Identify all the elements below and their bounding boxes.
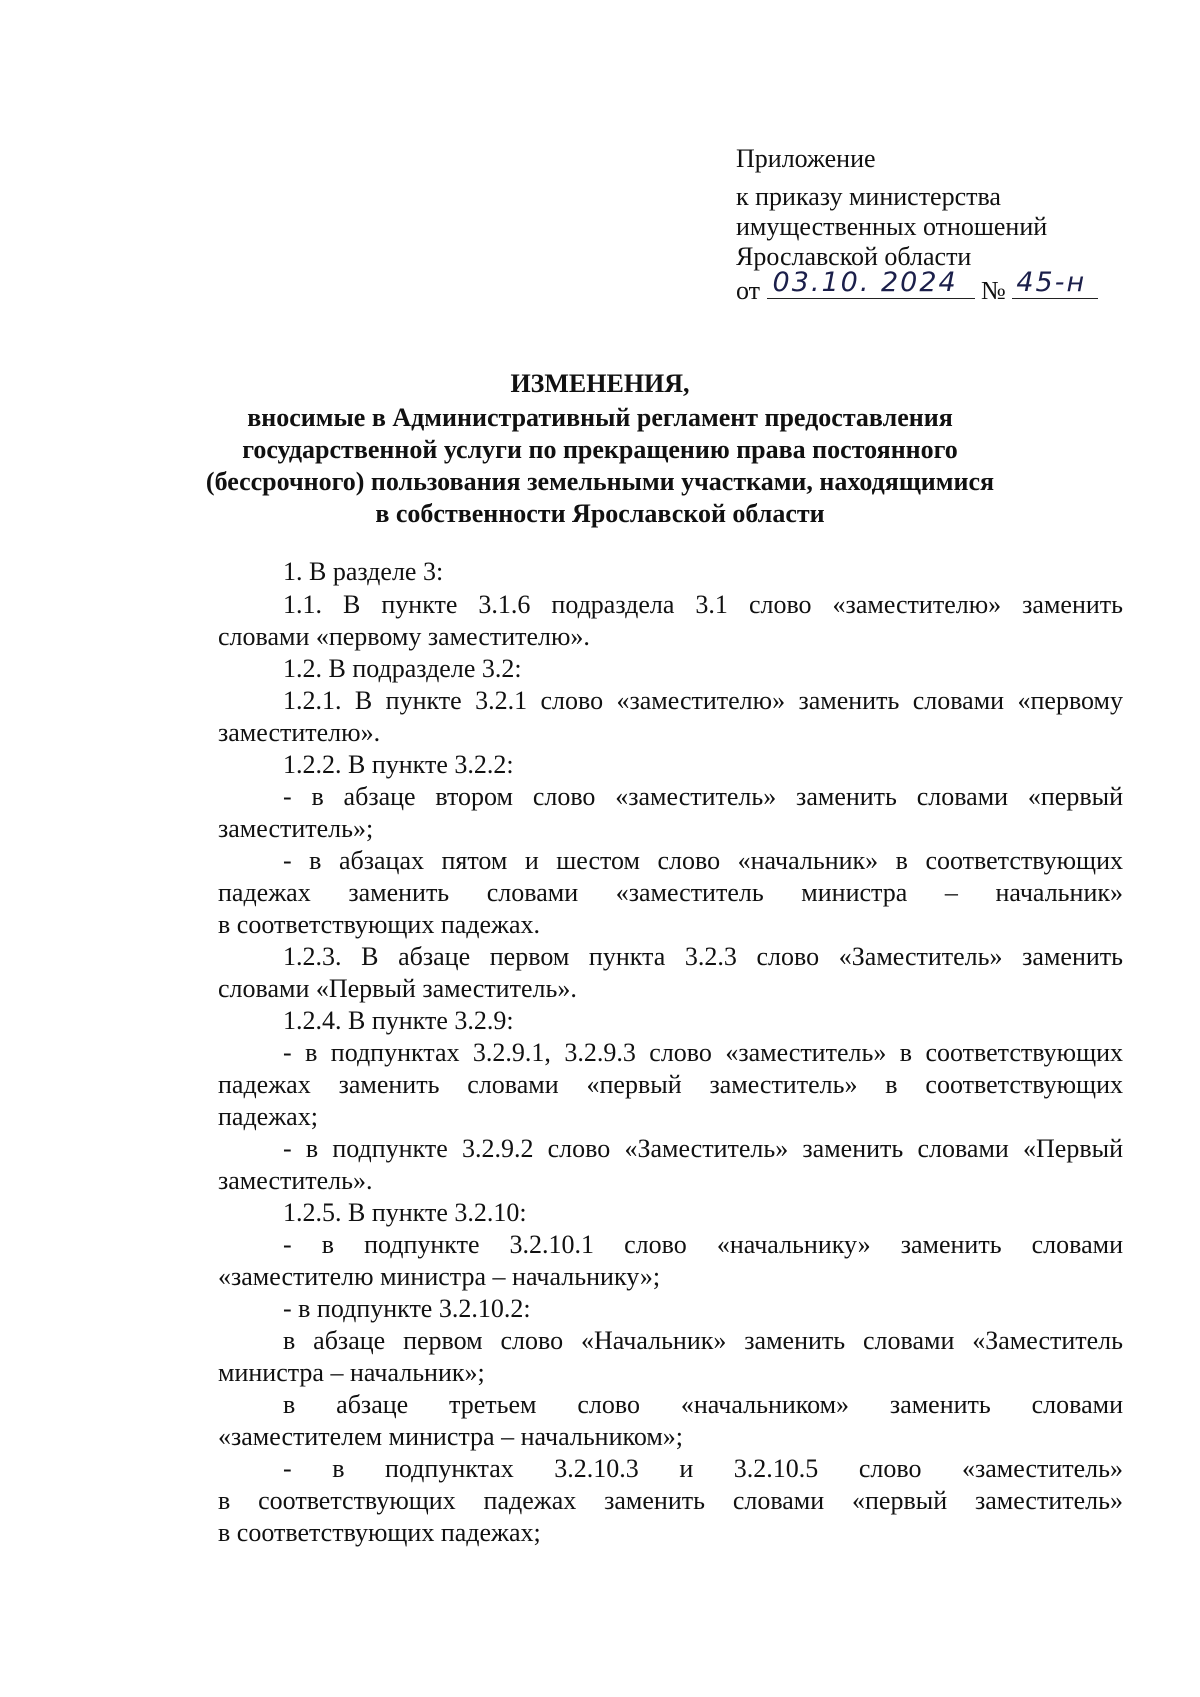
item-1-2-5-c-cont2: в соответствующих падежах; (218, 1518, 541, 1547)
item-1-2-4-b-cont: заместитель». (218, 1166, 373, 1195)
item-1-2-2-b-cont: падежах заменить словами «заместитель министра – начальник» (218, 878, 1123, 907)
item-1-2-5-b: - в подпункте 3.2.10.2: (283, 1294, 531, 1323)
doc-subtitle-line-4: в собственности Ярославской области (375, 499, 825, 528)
ministry-line: имущественных отношений (736, 212, 1048, 241)
date-number-line (736, 267, 1098, 306)
item-1-1: 1.1. В пункте 3.1.6 подраздела 3.1 слово «заместителю» заменить (283, 590, 1123, 619)
item-1-2-2-b: - в абзацах пятом и шестом слово «начальник» в соответствующих (283, 846, 1123, 875)
item-1-1-cont: словами «первому заместителю». (218, 622, 590, 651)
doc-subtitle-line-2: государственной услуги по прекращению права постоянного (242, 435, 958, 464)
item-1-2-2-b-cont2: в соответствующих падежах. (218, 910, 541, 939)
appendix-label: Приложение (736, 144, 876, 173)
date-prefix: от (736, 276, 761, 305)
item-1-2-4-b: - в подпункте 3.2.9.2 слово «Заместитель» заменить словами «Первый (283, 1134, 1123, 1163)
number-field (1012, 267, 1098, 299)
item-1-2-2-a: - в абзаце втором слово «заместитель» заменить словами «первый (283, 782, 1123, 811)
doc-subtitle-line-1: вносимые в Административный регламент предоставления (247, 403, 953, 432)
item-1-2-5-a: - в подпункте 3.2.10.1 слово «начальнику» заменить словами (283, 1230, 1123, 1259)
order-ref-line: к приказу министерства (736, 182, 1001, 211)
date-field (767, 267, 975, 299)
item-1-2-5: 1.2.5. В пункте 3.2.10: (283, 1198, 527, 1227)
item-1-2: 1.2. В подразделе 3.2: (283, 654, 522, 683)
item-1-2-4-a: - в подпунктах 3.2.9.1, 3.2.9.3 слово «заместитель» в соответствующих (283, 1038, 1123, 1067)
region-line: Ярославской области (736, 242, 972, 271)
date-handwritten: 03.10. 2024 (772, 267, 958, 298)
number-prefix: № (981, 276, 1006, 305)
item-1-2-5-a-cont: «заместителю министра – начальнику»; (218, 1262, 661, 1291)
item-1-2-5-b-1: в абзаце первом слово «Начальник» заменить словами «Заместитель (283, 1326, 1123, 1355)
item-1-2-3: 1.2.3. В абзаце первом пункта 3.2.3 слово «Заместитель» заменить (283, 942, 1123, 971)
item-1-2-2: 1.2.2. В пункте 3.2.2: (283, 750, 514, 779)
doc-heading: ИЗМЕНЕНИЯ, (510, 369, 690, 398)
item-1-2-5-b-1-cont: министра – начальник»; (218, 1358, 485, 1387)
item-1-2-2-a-cont: заместитель»; (218, 814, 374, 843)
item-1-2-4: 1.2.4. В пункте 3.2.9: (283, 1006, 514, 1035)
item-1-2-4-a-cont: падежах заменить словами «первый заместитель» в соответствующих (218, 1070, 1123, 1099)
number-handwritten: 45-н (1016, 267, 1087, 298)
item-1-2-1: 1.2.1. В пункте 3.2.1 слово «заместителю» заменить словами «первому (283, 686, 1123, 715)
item-1-2-3-cont: словами «Первый заместитель». (218, 974, 577, 1003)
item-1: 1. В разделе 3: (283, 557, 444, 586)
item-1-2-1-cont: заместителю». (218, 718, 381, 747)
item-1-2-5-c-cont: в соответствующих падежах заменить словами «первый заместитель» (218, 1486, 1123, 1515)
item-1-2-5-c: - в подпунктах 3.2.10.3 и 3.2.10.5 слово «заместитель» (283, 1454, 1123, 1483)
item-1-2-5-b-2-cont: «заместителем министра – начальником»; (218, 1422, 684, 1451)
item-1-2-4-a-cont2: падежах; (218, 1102, 318, 1131)
doc-subtitle-line-3: (бессрочного) пользования земельными участками, находящимися (205, 467, 995, 496)
item-1-2-5-b-2: в абзаце третьем слово «начальником» заменить словами (283, 1390, 1123, 1419)
